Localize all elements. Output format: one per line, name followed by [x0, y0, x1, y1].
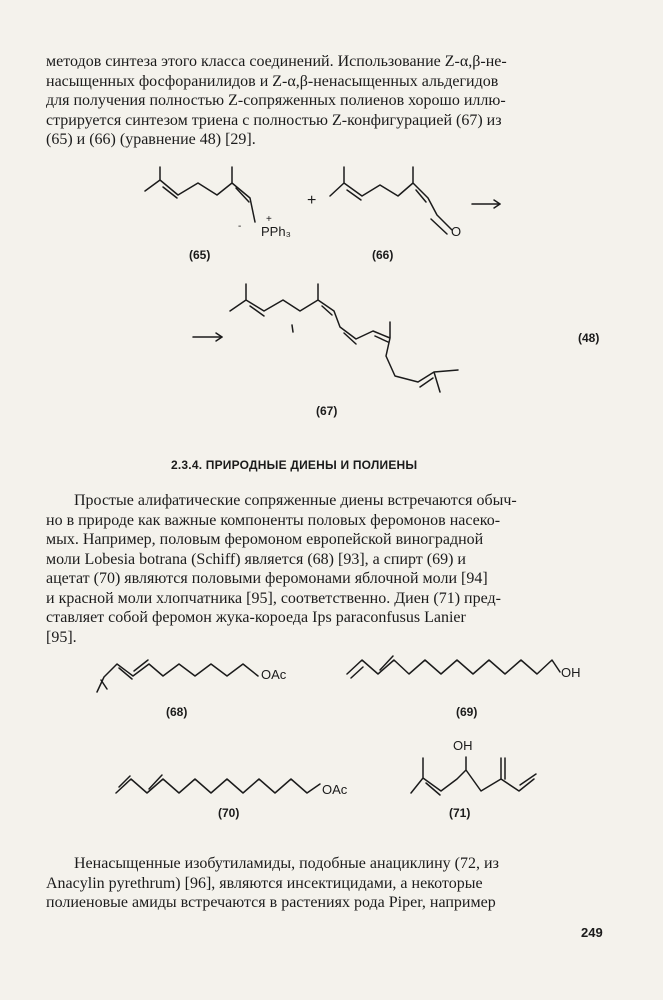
page-number: 249 — [581, 925, 603, 940]
equation-number: (48) — [578, 331, 600, 345]
plus-sign: + — [307, 192, 317, 209]
text-line: методов синтеза этого класса соединений. Использование Z-α,β-не- — [46, 53, 507, 70]
amides-paragraph — [46, 854, 606, 913]
text-line: ацетат (70) являются половыми феромонами яблочной моли [94] — [46, 570, 488, 587]
c71-hydroxyl: OH — [453, 738, 473, 753]
ylide-plus-charge: + — [266, 214, 272, 225]
text-line: [95]. — [46, 628, 77, 646]
text-line: стрируется синтезом триена с полностью Z-конфигурацией (67) из — [46, 111, 502, 129]
text-line: Ненасыщенные изобутиламиды, подобные анациклину (72, из — [74, 855, 499, 872]
ylide-group: PPh₃ — [261, 224, 291, 239]
text-line: Anacylin pyrethrum) [96], являются инсектицидами, а некоторые — [46, 874, 483, 892]
c68-acetate: OAc — [261, 667, 287, 682]
compound-69-label: (69) — [456, 705, 478, 719]
text-line: (65) и (66) (уравнение 48) [29]. — [46, 131, 256, 148]
compound-67-label: (67) — [316, 404, 338, 418]
text-line: мых. Например, половым феромоном европейской виноградной — [46, 531, 484, 548]
compound-65-label: (65) — [189, 248, 211, 262]
c69-hydroxyl: OH — [561, 665, 581, 680]
text-line: Простые алифатические сопряженные диены встречаются обыч- — [74, 492, 517, 509]
text-line: но в природе как важные компоненты половых феромонов насеко- — [46, 511, 501, 529]
text-line: моли Lobesia botrana (Schiff) является (68) [93], а спирт (69) и — [46, 550, 466, 568]
ylide-minus-charge: - — [238, 221, 242, 232]
text-line: для получения полностью Z-сопряженных полиенов хорошо иллю- — [46, 92, 506, 109]
compound-71-label: (71) — [449, 806, 471, 820]
compound-66-label: (66) — [372, 248, 394, 262]
text-line: полиеновые амиды встречаются в растениях рода Piper, например — [46, 894, 496, 911]
text-line: ставляет собой феромон жука-короеда Ips paraconfusus Lanier — [46, 609, 466, 626]
compound-68-label: (68) — [166, 705, 188, 719]
c70-acetate: OAc — [322, 782, 348, 797]
compound-70-label: (70) — [218, 806, 240, 820]
aldehyde-oxygen: O — [451, 224, 462, 239]
text-line: и красной моли хлопчатника [95], соответственно. Диен (71) пред- — [46, 589, 501, 607]
text-line: насыщенных фосфоранилидов и Z-α,β-ненасыщенных альдегидов — [46, 72, 499, 90]
section-heading: 2.3.4. ПРИРОДНЫЕ ДИЕНЫ И ПОЛИЕНЫ — [171, 458, 418, 472]
